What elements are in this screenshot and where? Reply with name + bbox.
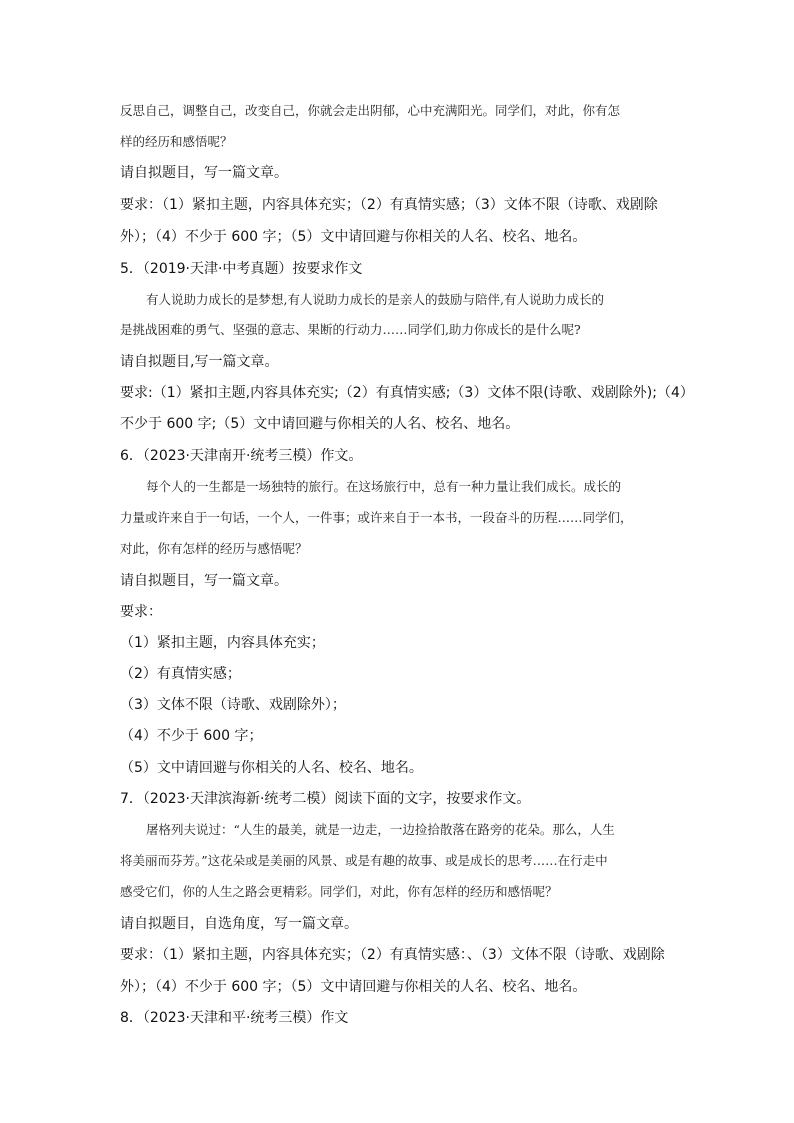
q6-heading: 6．（2023·天津南开·统考三模）作文。 [120,448,363,464]
intro-requirement-line-2: 外）；（4）不少于 600 字；（5）文中请回避与你相关的人名、校名、地名。 [120,229,587,245]
q6-instruction: 请自拟题目，写一篇文章。 [120,573,288,589]
q6-requirement-item-2: （2）有真情实感； [120,666,241,682]
q6-requirement-item-4: （4）不少于 600 字； [120,728,263,744]
q5-prompt-line-1: 有人说助力成长的是梦想,有人说助力成长的是亲人的鼓励与陪伴,有人说助力成长的 [146,292,604,307]
intro-instruction: 请自拟题目，写一篇文章。 [120,165,288,181]
q5-prompt-line-2: 是挑战困难的勇气、坚强的意志、果断的行动力……同学们,助力你成长的是什么呢? [120,322,581,337]
q7-requirement-line-1: 要求：（1）紧扣主题，内容具体充实；（2）有真情实感：、（3）文体不限（诗歌、戏剧除 [120,947,665,963]
q7-requirement-line-2: 外）；（4）不少于 600 字；（5）文中请回避与你相关的人名、校名、地名。 [120,979,587,995]
q7-heading: 7．（2023·天津滨海新·统考二模）阅读下面的文字，按要求作文。 [120,791,531,807]
intro-prompt-line-2: 样的经历和感悟呢？ [120,134,233,149]
q6-prompt-line-2: 力量或许来自于一句话，一个人，一件事；或许来自于一本书，一段奋斗的历程……同学们， [120,510,633,525]
intro-requirement-line-1: 要求：（1）紧扣主题，内容具体充实；（2）有真情实感；（3）文体不限（诗歌、戏剧除 [120,197,658,213]
q5-heading: 5．（2019·天津·中考真题）按要求作文 [120,261,363,277]
intro-prompt-line-1: 反思自己，调整自己，改变自己，你就会走出阴郁，心中充满阳光。同学们，对此，你有怎 [120,103,621,118]
q7-prompt-line-2: 将美丽而芬芳。”这花朵或是美丽的风景、或是有趣的故事、或是成长的思考……在行走中 [120,853,608,868]
q5-requirement-line-1: 要求:（1）紧扣主题,内容具体充实;（2）有真情实感;（3）文体不限(诗歌、戏剧除外);（4） [120,385,694,401]
q7-prompt-line-1: 屠格列夫说过：“人生的最美，就是一边走，一边捡拾散落在路旁的花朵。那么，人生 [146,822,615,837]
q6-requirement-intro: 要求： [120,604,162,620]
q6-prompt-line-3: 对此，你有怎样的经历与感悟呢？ [120,541,308,556]
q5-instruction: 请自拟题目,写一篇文章。 [120,354,279,370]
q6-requirement-item-5: （5）文中请回避与你相关的人名、校名、地名。 [120,760,423,776]
q7-instruction: 请自拟题目，自选角度，写一篇文章。 [120,916,358,932]
q5-requirement-line-2: 不少于 600 字;（5）文中请回避与你相关的人名、校名、地名。 [120,416,520,432]
q7-prompt-line-3: 感受它们，你的人生之路会更精彩。同学们，对此，你有怎样的经历和感悟呢？ [120,884,558,899]
q6-prompt-line-1: 每个人的一生都是一场独特的旅行。在这场旅行中，总有一种力量让我们成长。成长的 [146,479,622,494]
q6-requirement-item-1: （1）紧扣主题，内容具体充实； [120,635,325,651]
q8-heading: 8．（2023·天津和平·统考三模）作文 [120,1010,349,1026]
q6-requirement-item-3: （3）文体不限（诗歌、戏剧除外）； [120,697,346,713]
